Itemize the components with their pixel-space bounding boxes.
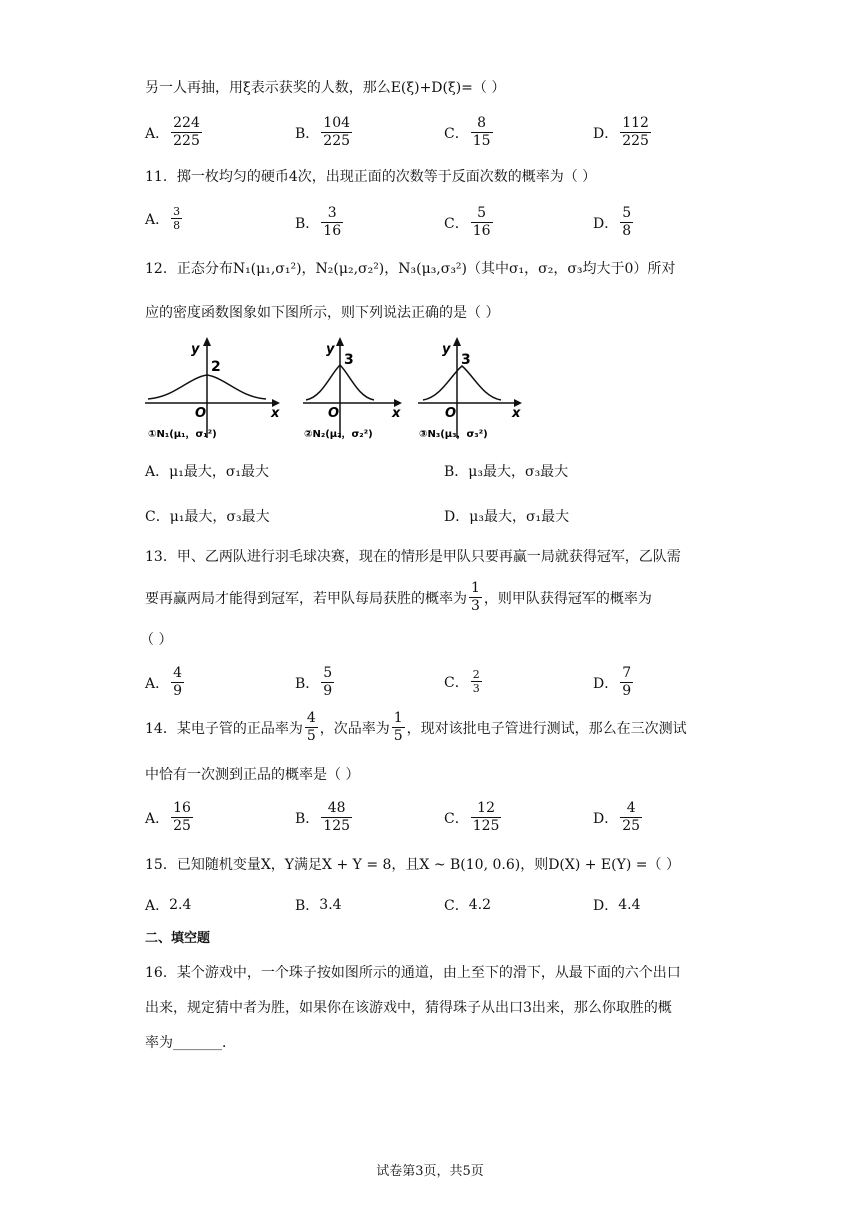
numerator: 3 — [173, 205, 181, 218]
denominator: 16 — [323, 223, 342, 239]
denominator: 25 — [622, 818, 641, 834]
q15-option-b[interactable] — [295, 895, 342, 915]
option-label: C． — [444, 125, 469, 142]
normal-density-graph-2 — [300, 333, 410, 445]
option-label: A． — [145, 810, 170, 827]
option-label: C． — [444, 674, 469, 691]
q15-option-a[interactable] — [145, 895, 191, 915]
normal-density-graph-1 — [140, 333, 285, 445]
option-label: A． — [145, 675, 170, 692]
denominator: 225 — [323, 133, 351, 149]
q15-option-c[interactable] — [444, 895, 491, 915]
q14-option-c[interactable] — [444, 800, 503, 835]
numerator: 1 — [471, 580, 480, 596]
option-label: D． — [593, 810, 619, 827]
q16-question-line1: 16．某个游戏中，一个珠子按如图所示的通道，由上至下的滑下，从最下面的六个出口 — [145, 965, 681, 981]
option-label: D． — [593, 675, 619, 692]
denominator: 8 — [173, 219, 181, 232]
option-label: A． — [145, 211, 170, 228]
numerator: 104 — [323, 115, 351, 131]
y-axis-arrow — [203, 337, 211, 346]
numerator: 5 — [323, 665, 333, 681]
option-label: A． — [145, 898, 170, 914]
option-label: C． — [444, 898, 469, 914]
origin-label: O — [195, 406, 207, 421]
option-text: μ₃最大，σ₁最大 — [469, 509, 570, 525]
q14-question-line1 — [145, 710, 687, 745]
q13-text-a: 要再赢两局才能得到冠军，若甲队每局获胜的概率为 — [145, 590, 467, 607]
q12-question-line1: 12．正态分布N₁(μ₁,σ₁²)，N₂(μ₂,σ₂²)，N₃(μ₃,σ₃²)（其中σ₁，σ₂，σ₃均大于0）所对 — [145, 261, 676, 277]
q13-question-line3: （ ） — [140, 632, 173, 648]
numerator: 12 — [477, 800, 495, 816]
x-axis-label: x — [271, 406, 280, 421]
option-label: D． — [444, 509, 470, 525]
denominator: 3 — [471, 598, 480, 614]
denominator: 25 — [173, 818, 191, 834]
graph-caption: ②N₂(μ₂，σ₂²) — [304, 429, 373, 440]
option-label: B． — [295, 810, 320, 827]
option-label: B． — [444, 464, 469, 480]
q14-text-c: ，现对该批电子管进行测试，那么在三次测试 — [406, 720, 687, 737]
option-label: B． — [295, 215, 320, 232]
graph-caption: ③N₃(μ₃，σ₃²) — [419, 429, 488, 440]
option-label: D． — [593, 215, 619, 232]
numerator: 2 — [472, 668, 480, 681]
q16-question-line2: 出来，规定猜中者为胜，如果你在该游戏中，猜得珠子从出口3出来，那么你取胜的概 — [145, 1000, 672, 1016]
density-curve — [423, 366, 501, 400]
numerator: 4 — [173, 665, 183, 681]
denominator: 9 — [323, 683, 333, 699]
q13-text-b: ，则甲队获得冠军的概率为 — [483, 590, 652, 607]
numerator: 224 — [173, 115, 200, 131]
denominator: 15 — [472, 133, 491, 149]
option-label: B． — [295, 898, 320, 914]
q12-option-a[interactable] — [145, 461, 269, 481]
denominator: 225 — [173, 133, 200, 149]
option-label: C． — [444, 810, 469, 827]
option-label: A． — [145, 125, 170, 142]
q10-option-a[interactable] — [145, 115, 204, 150]
numerator: 5 — [622, 205, 632, 221]
q12-option-b[interactable] — [444, 461, 568, 481]
q16-question-line3: 率为_______． — [145, 1035, 236, 1051]
denominator: 8 — [622, 223, 632, 239]
denominator: 9 — [622, 683, 632, 699]
numerator: 48 — [327, 800, 346, 816]
numerator: 8 — [477, 115, 487, 131]
denominator: 5 — [306, 728, 316, 744]
option-text: 3.4 — [319, 897, 342, 913]
y-axis-label: y — [326, 342, 335, 357]
q11-question: 11．掷一枚均匀的硬币4次，出现正面的次数等于反面次数的概率为（ ） — [145, 169, 597, 185]
q12-option-d[interactable] — [444, 506, 569, 526]
option-label: C． — [145, 509, 170, 525]
section-heading: 二、填空题 — [145, 931, 211, 946]
numerator: 7 — [622, 665, 632, 681]
numerator: 3 — [327, 205, 337, 221]
denominator: 125 — [323, 818, 351, 834]
peak-label: 3 — [344, 352, 354, 368]
peak-label: 3 — [461, 352, 471, 368]
option-text: 4.2 — [468, 897, 491, 913]
origin-label: O — [445, 406, 457, 421]
q14-option-d[interactable] — [593, 800, 644, 835]
q13-question-line1: 13．甲、乙两队进行羽毛球决赛，现在的情形是甲队只要再赢一局就获得冠军，乙队需 — [145, 549, 681, 565]
denominator: 5 — [393, 728, 403, 744]
option-text: μ₁最大，σ₃最大 — [169, 509, 270, 525]
option-label: B． — [295, 675, 320, 692]
q12-question-line2: 应的密度函数图象如下图所示，则下列说法正确的是（ ） — [145, 305, 500, 321]
q13-option-a[interactable] — [145, 665, 186, 700]
q10-option-d[interactable] — [593, 115, 653, 150]
option-text: μ₃最大，σ₃最大 — [468, 464, 569, 480]
q14-text-a: 14．某电子管的正品率为 — [145, 720, 303, 737]
option-text: 2.4 — [169, 897, 192, 913]
x-axis-label: x — [392, 406, 401, 421]
option-text: μ₁最大，σ₁最大 — [169, 464, 270, 480]
q11-option-b[interactable] — [295, 205, 345, 240]
option-label: C． — [444, 215, 469, 232]
q13-option-c[interactable] — [444, 668, 484, 695]
denominator: 16 — [472, 223, 491, 239]
numerator: 4 — [626, 800, 636, 816]
denominator: 225 — [622, 133, 649, 149]
q14-option-a[interactable] — [145, 800, 195, 835]
q15-option-d[interactable] — [593, 895, 641, 915]
numerator: 16 — [173, 800, 191, 816]
q11-option-a[interactable] — [145, 205, 184, 232]
numerator: 5 — [477, 205, 487, 221]
numerator: 112 — [622, 115, 649, 131]
y-axis-arrow — [336, 337, 344, 346]
x-axis-label: x — [512, 406, 521, 421]
q14-question-line2: 中恰有一次测到正品的概率是（ ） — [145, 767, 360, 783]
q12-option-c[interactable] — [145, 506, 270, 526]
option-label: A． — [145, 464, 170, 480]
q13-option-b[interactable] — [295, 665, 336, 700]
q14-text-b: ，次品率为 — [319, 720, 390, 737]
peak-label: 2 — [211, 359, 221, 375]
option-label: D． — [593, 125, 619, 142]
q11-option-d[interactable] — [593, 205, 635, 240]
q14-option-b[interactable] — [295, 800, 354, 835]
denominator: 9 — [173, 683, 183, 699]
y-axis-label: y — [442, 342, 451, 357]
q13-option-d[interactable] — [593, 665, 635, 700]
option-label: B． — [295, 125, 320, 142]
numerator: 1 — [393, 710, 403, 726]
q10-option-c[interactable] — [444, 115, 495, 150]
denominator: 3 — [472, 682, 480, 695]
numerator: 4 — [306, 710, 316, 726]
y-axis-arrow — [453, 337, 461, 346]
q13-question-line2 — [145, 580, 652, 615]
y-axis-label: y — [191, 342, 200, 357]
q11-option-c[interactable] — [444, 205, 495, 240]
q10-tail: 另一人再抽，用ξ表示获奖的人数，那么E(ξ)+D(ξ)=（ ） — [145, 80, 506, 96]
normal-density-graph-3 — [415, 333, 530, 445]
graph-caption: ①N₁(μ₁，σ₁²) — [148, 429, 217, 440]
origin-label: O — [328, 406, 340, 421]
denominator: 125 — [472, 818, 500, 834]
q10-option-b[interactable] — [295, 115, 354, 150]
q15-question: 15．已知随机变量X，Y满足X + Y = 8，且X ~ B(10, 0.6)，则D(X) + E(Y) =（ ） — [145, 857, 680, 873]
option-label: D． — [593, 898, 619, 914]
option-text: 4.4 — [618, 897, 641, 913]
page-footer: 试卷第3页，共5页 — [376, 1164, 484, 1179]
